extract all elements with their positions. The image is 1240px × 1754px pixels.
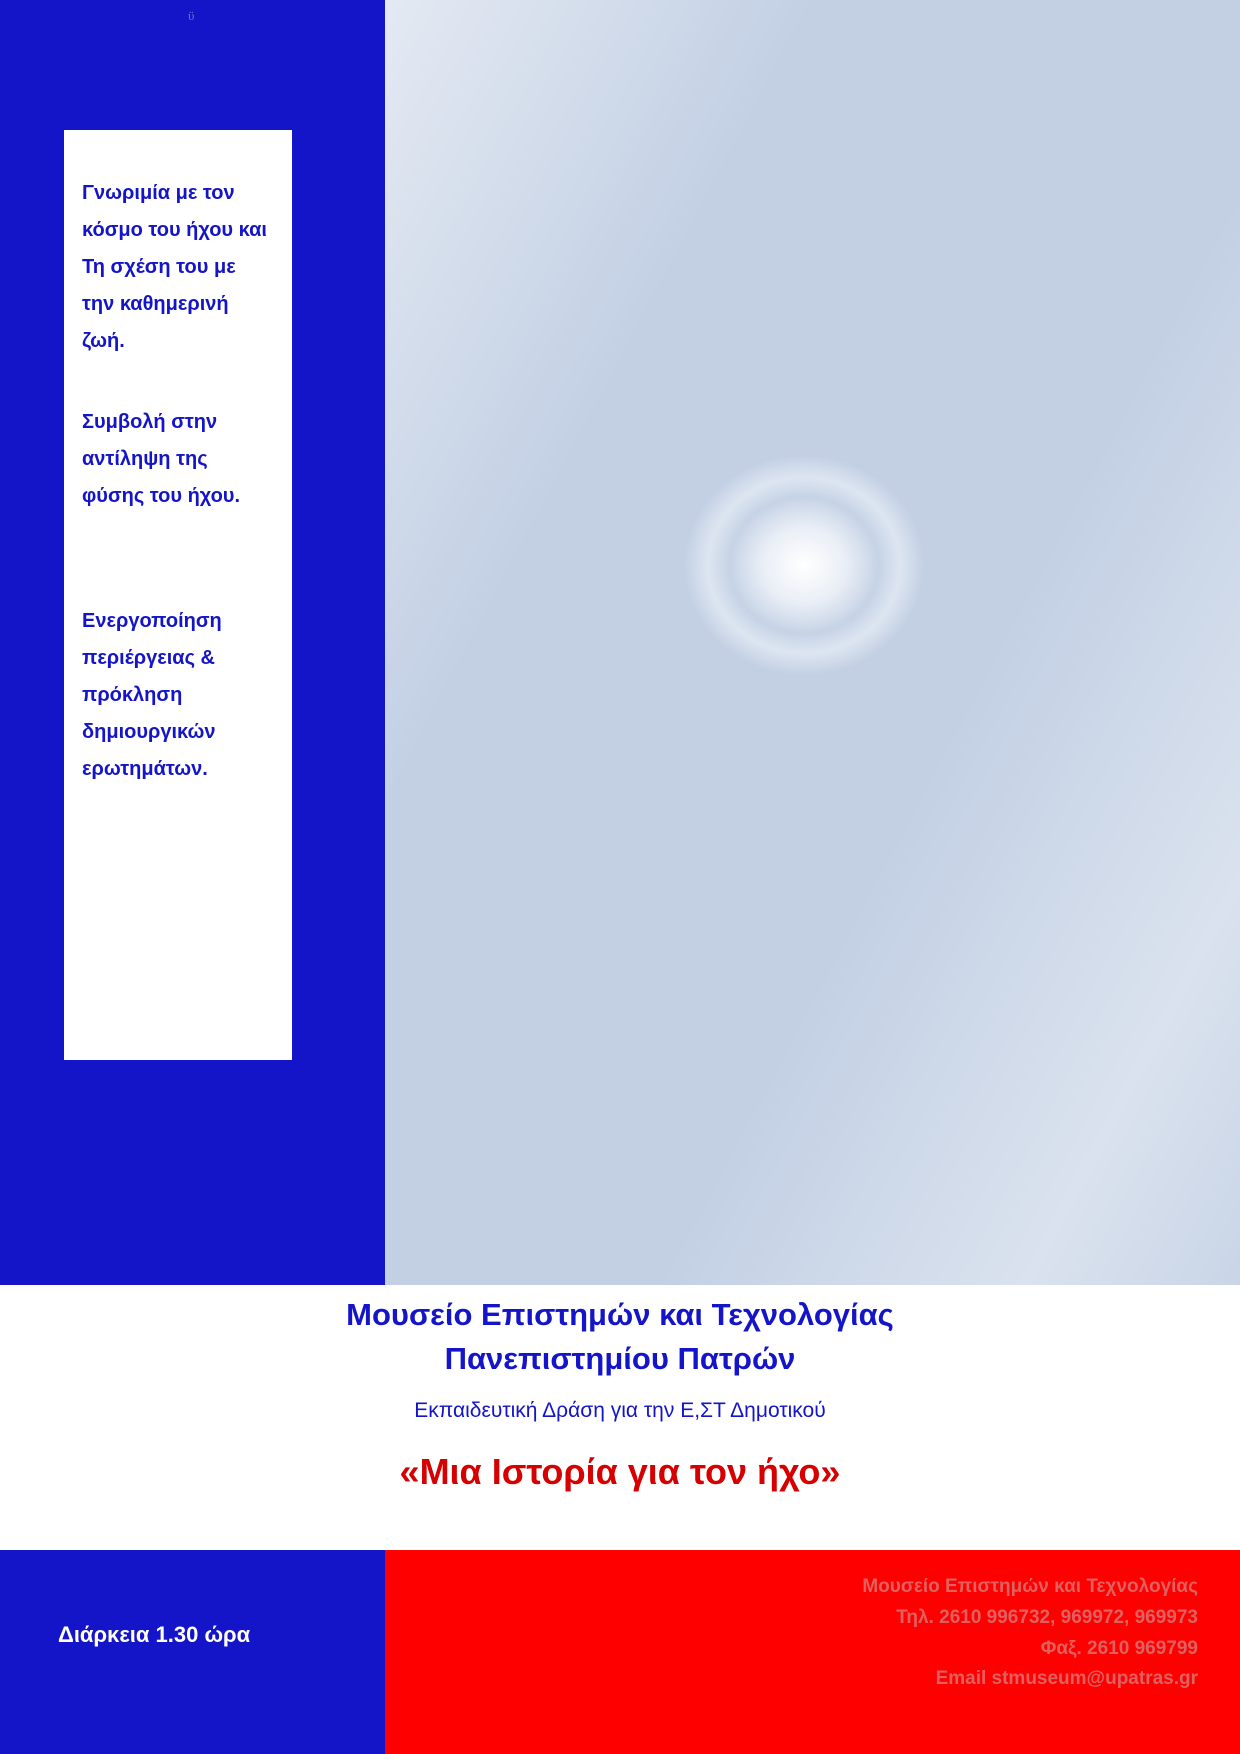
footer-blue-block bbox=[0, 1550, 385, 1754]
museum-name-line-2: Πανεπιστημίου Πατρών bbox=[444, 1341, 796, 1377]
objectives-panel bbox=[64, 130, 292, 1060]
contact-museum-name: Μουσείο Επιστημών και Τεχνολογίας bbox=[862, 1576, 1198, 1597]
contact-fax: Φαξ. 2610 969799 bbox=[1040, 1637, 1198, 1659]
tiny-mark-glyph: ϋ bbox=[188, 8, 195, 23]
page-title: «Μια Ιστορία για τον ήχο» bbox=[399, 1451, 841, 1493]
contact-block bbox=[862, 1572, 1198, 1695]
contact-email[interactable]: Email stmuseum@upatras.gr bbox=[935, 1668, 1198, 1690]
museum-name-line-1: Μουσείο Επιστημών και Τεχνολογίας bbox=[346, 1297, 894, 1332]
footer-section bbox=[0, 1550, 1240, 1754]
water-ripple-image bbox=[385, 0, 1240, 1285]
duration-label: Διάρκεια 1.30 ώρα bbox=[58, 1622, 251, 1647]
program-subtitle: Εκπαιδευτική Δράση για την Ε,ΣΤ Δημοτικού bbox=[414, 1399, 826, 1423]
objective-paragraph-2: Συμβολή στην αντίληψη της φύσης του ήχου. bbox=[82, 411, 241, 507]
contact-phone: Τηλ. 2610 996732, 969972, 969973 bbox=[896, 1606, 1198, 1628]
objective-paragraph-1: Γνωριμία με τον κόσμο του ήχου και Τη σχέση του με την καθημερινή ζωή. bbox=[82, 182, 267, 352]
caption-section bbox=[0, 1285, 1240, 1550]
objective-paragraph-3: Ενεργοποίηση περιέργειας & πρόκληση δημιουργικών ερωτημάτων. bbox=[82, 610, 222, 780]
